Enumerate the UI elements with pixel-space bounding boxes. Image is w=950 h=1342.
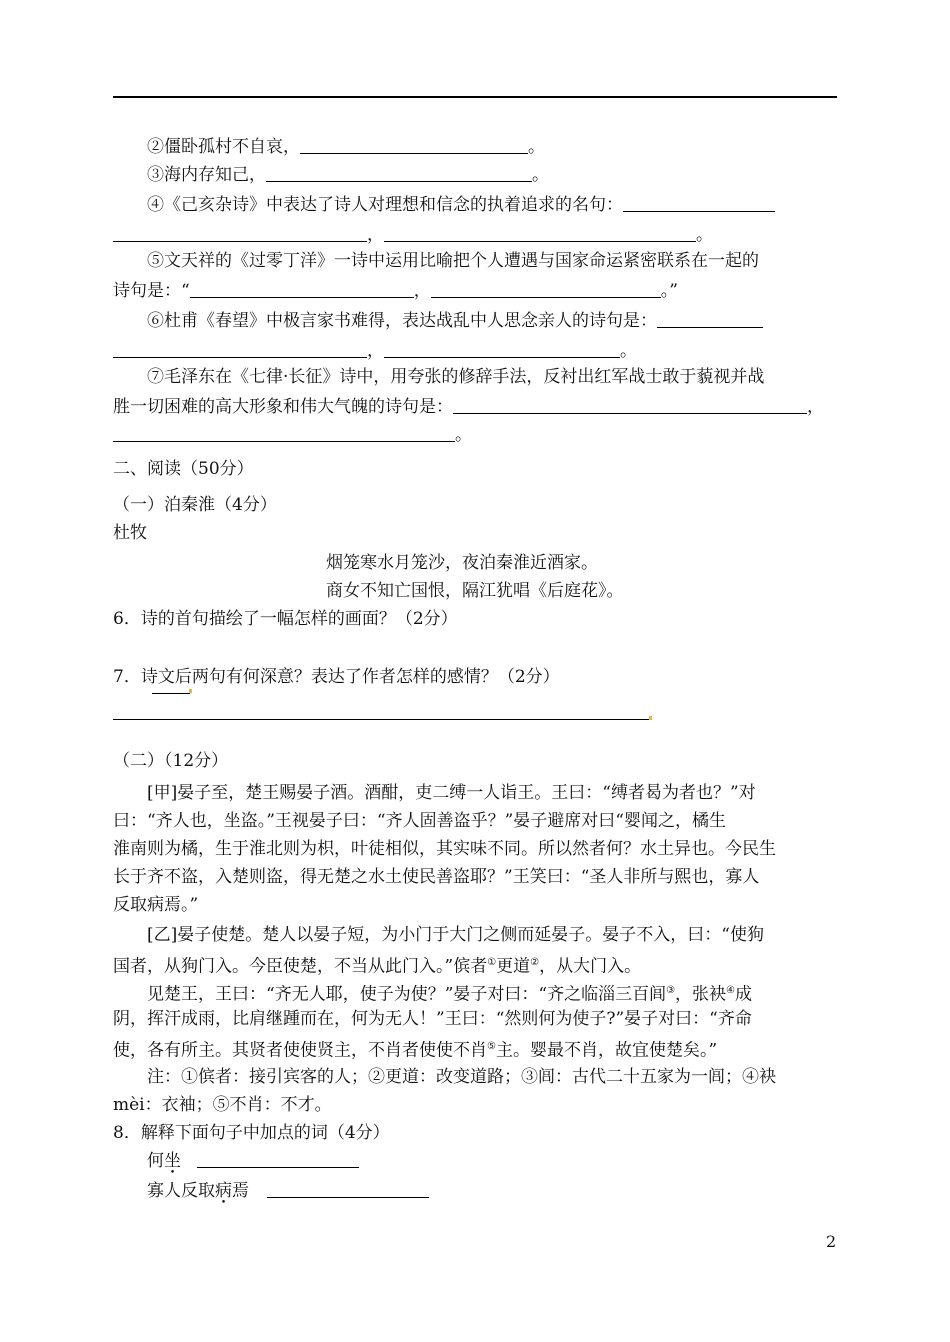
answer-blank[interactable] [190,281,414,298]
answer-blank[interactable] [623,195,775,212]
question-7: 7．诗文后两句有何深意？表达了作者怎样的感情？（2分） [113,667,560,687]
edit-mark [189,689,192,693]
question-line-6-cont: ， 。 [113,340,837,366]
answer-blank[interactable] [384,225,696,242]
answer-blank[interactable] [113,341,367,358]
question-8-item: 寡人反取病焉 [113,1180,871,1206]
passage-jia-line: [甲]晏子至，楚王赐晏子酒。酒酣，吏二缚一人诣王。王曰：“缚者曷为者也？”对 [147,783,756,803]
passage-jia-line: 淮南则为橘，生于淮北则为枳，叶徒相似，其实味不同。所以然者何？水土异也。今民生 [113,839,776,859]
question-line-3: ③海内存知己， 。 [147,165,549,185]
answer-blank[interactable] [453,397,807,414]
passage-jia-line: 曰：“齐人也，坐盗。”王视晏子曰：“齐人固善盗乎？”晏子避席对曰“婴闻之，橘生 [113,811,726,831]
part-heading: （二）（12分） [113,751,229,771]
footnote-mark: ① [487,957,497,968]
page-number: 2 [826,1232,837,1251]
passage-yi-line: 阴，挥汗成雨，比肩继踵而在，何为无人！”王曰：“然则何为使子?”晏子对曰：“齐命 [113,1009,752,1029]
question-line-2: ②僵卧孤村不自哀， 。 [147,137,545,157]
part-heading: （一）泊秦淮（4分） [113,495,277,515]
footnote-mark: ⑤ [487,1041,496,1052]
passage-jia-line: 反取病焉。” [113,895,199,915]
answer-blank[interactable] [267,1181,429,1198]
answer-blank[interactable] [266,165,532,182]
short-answer-line[interactable] [152,693,190,694]
question-line-7-cont: 胜一切困难的高大形象和伟大气魄的诗句是： ， [113,397,824,417]
poem-line: 商女不知亡国恨，隔江犹唱《后庭花》。 [326,581,624,601]
question-line-5: ⑤文天祥的《过零丁洋》一诗中运用比喻把个人遭遇与国家命运紧密联系在一起的 [147,251,759,271]
header-rule [113,96,837,98]
passage-yi-line: 见楚王，王曰：“齐无人耶，使子为使？”晏子对曰：“齐之临淄三百闾③，张袂④成 [147,984,753,1005]
answer-blank[interactable] [431,281,661,298]
answer-line[interactable] [113,719,650,720]
answer-blank[interactable] [113,225,367,242]
footnote-mark: ④ [726,985,736,996]
passage-jia-line: 长于齐不盗，入楚则盗，得无楚之水土使民善盗耶？”王笑曰：“圣人非所与熙也，寡人 [113,867,760,887]
section-heading: 二、阅读（50分） [113,459,254,479]
poem-line: 烟笼寒水月笼沙，夜泊秦淮近酒家。 [326,553,598,573]
question-line-4: ④《己亥杂诗》中表达了诗人对理想和信念的执着追求的名句： [113,194,871,220]
question-6: 6．诗的首句描绘了一幅怎样的画面？（2分） [113,609,458,629]
answer-blank[interactable] [300,137,528,154]
footnote-mark: ③ [666,985,676,996]
passage-yi-line: 使，各有所主。其贤者使使贤主，不肖者使使不肖⑤主。婴最不肖，故宜使楚矣。” [113,1040,718,1061]
question-line-7: ⑦毛泽东在《七律·长征》诗中，用夸张的修辞手法，反衬出红军战士敢于藐视并战 [147,367,765,387]
passage-yi-line: [乙]晏子使楚。楚人以晏子短，为小门于大门之侧而延晏子。晏子不入，曰：“使狗 [147,925,764,945]
passage-yi-line: 国者，从狗门入。今臣使楚，不当从此门入。”傧者①更道②，从大门入。 [113,956,642,977]
question-line-4-cont: ， 。 [113,224,837,250]
dotted-word: 坐 [164,1151,181,1171]
question-line-6: ⑥杜甫《春望》中极言家书难得，表达战乱中人思念亲人的诗句是： [113,310,871,336]
answer-blank[interactable] [113,425,455,442]
answer-blank[interactable] [384,341,620,358]
poem-author: 杜牧 [113,523,147,543]
answer-blank[interactable] [197,1151,359,1168]
question-8: 8．解释下面句子中加点的词（4分） [113,1123,390,1143]
notes-line: mèi：衣袖；⑤不肖：不才。 [113,1095,332,1115]
notes-line: 注：①傧者：接引宾客的人；②更道：改变道路；③闾：古代二十五家为一闾；④袂 [147,1067,776,1087]
question-line-5-cont: 诗句是：“ ， 。” [113,281,678,301]
answer-blank[interactable] [657,311,763,328]
edit-mark [649,716,652,720]
dotted-word: 病 [215,1181,232,1201]
footnote-mark: ② [530,957,540,968]
question-8-item: 何坐 [113,1150,871,1176]
question-line-7-cont2: 。 [113,424,837,450]
